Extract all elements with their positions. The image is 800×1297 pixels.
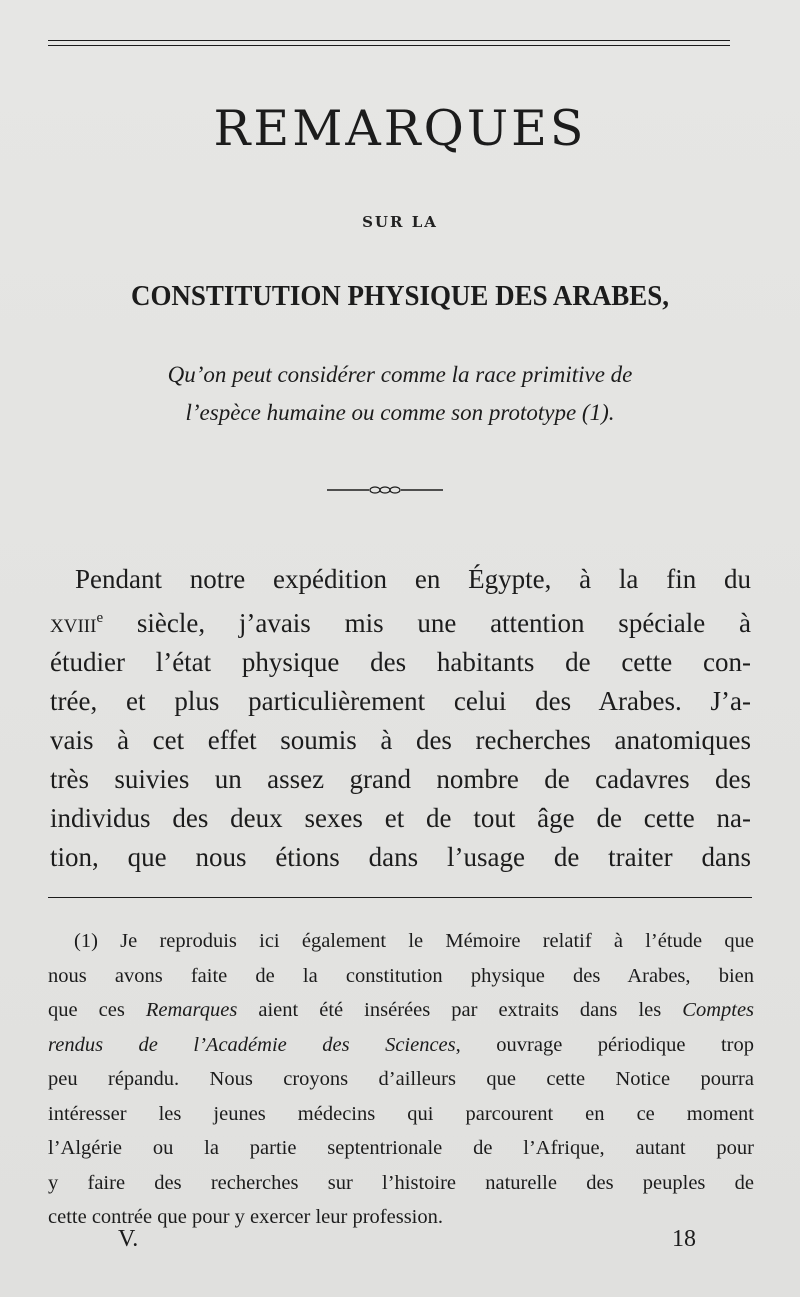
footnote-italic-rendus: rendus de l’Académie des Sciences [48,1033,456,1056]
subtitle-line-2: l’espèce humaine ou comme son prototype (1). [185,400,615,425]
footnote-text: aient été insérées par extraits dans les [237,999,683,1021]
body-paragraph [50,560,751,877]
footnote-text: , ouvrage périodique trop [455,1033,754,1056]
footnote-text: que ces [48,999,146,1021]
body-line: trée, et plus particulièrement celui des Arabes. J’a- [50,686,751,716]
top-double-rule [48,40,730,46]
footnote-line: y faire des recherches sur l’histoire naturelle des peuples de [48,1171,754,1194]
body-line-text: siècle, j’avais mis une attention spéciale à [136,608,751,638]
footnote-line: cette contrée que pour y exercer leur profession. [48,1206,444,1228]
footnote-line: (1) Je reproduis ici également le Mémoire relatif à l’étude que [74,930,754,952]
subtitle-line-1: Qu’on peut considérer comme la race primitive de [167,362,633,387]
footnote [48,924,754,1235]
footnote-line: l’Algérie ou la partie septentrionale de l’Afrique, autant pour [48,1137,754,1159]
footnote-italic-comptes: Comptes [682,999,755,1021]
century-superscript: e [96,610,104,626]
body-line: étudier l’état physique des habitants de cette con- [50,647,751,677]
subtitle [40,356,760,432]
footnote-line [48,993,754,1028]
body-line: individus des deux sexes et de tout âge de cette na- [50,803,751,833]
ornament-divider-icon [325,480,445,500]
footnote-line [48,1028,754,1063]
century-roman: xviii [50,608,97,638]
page-number: 18 [672,1226,696,1252]
footnote-rule [48,897,752,898]
signature-mark: V. [118,1226,139,1252]
body-line: très suivies un assez grand nombre de cadavres des [50,764,751,794]
footnote-line: intéresser les jeunes médecins qui parcourent en ce moment [48,1102,754,1125]
body-line: tion, que nous étions dans l’usage de traiter dans [50,842,751,872]
page-title: REMARQUES [213,100,587,157]
footnote-line: nous avons faite de la constitution physique des Arabes, bien [48,964,754,987]
footnote-line: peu répandu. Nous croyons d’ailleurs que cette Notice pourra [48,1068,754,1090]
body-line [50,599,751,643]
section-heading: CONSTITUTION PHYSIQUE DES ARABES, [130,280,670,312]
body-line: vais à cet effet soumis à des recherches anatomiques [50,725,751,755]
title-connector: SUR LA [362,213,438,231]
body-line: Pendant notre expédition en Égypte, à la fin du [75,564,751,594]
footnote-italic-remarques: Remarques [145,999,238,1021]
